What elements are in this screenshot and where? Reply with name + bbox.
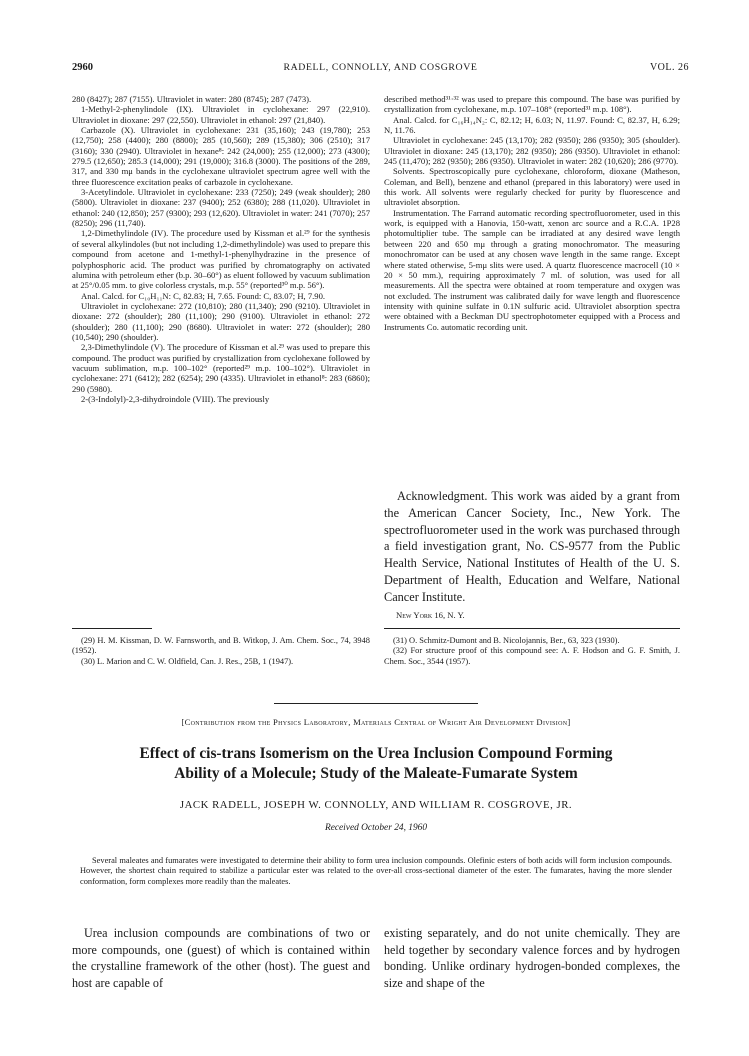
paragraph: 2-(3-Indolyl)-2,3-dihydroindole (VIII). The previously [81,393,270,404]
right-column [384,94,680,332]
received-date: Received October 24, 1960 [324,823,428,833]
paragraph: 3-Acetylindole. Ultraviolet in cyclohexane: 233 (7250); 249 (weak shoulder); 280 (5800). Ultraviolet in dioxane: 237 (9400); 252 (6380); 288 (11,020). Ultraviolet in ethanol: 240 (12,850); 257 (9300); 293 (12,620). Ultraviolet in water: 241 (7070); 257 (8250); 296 (11,740). [72,187,370,229]
body-text-right: existing separately, and do not unite chemically. They are held together by secondary valence forces and by hydrogen bonding. Unlike ordinary hydrogen-bonded complexes, the size and shape of the [384,926,680,991]
paragraph: 280 (8427); 287 (7155). Ultraviolet in water: 280 (8745); 287 (7473). [72,94,312,104]
footnotes-left [72,636,370,667]
footnote: (29) H. M. Kissman, D. W. Farnsworth, and B. Witkop, J. Am. Chem. Soc., 74, 3948 (1952). [72,636,370,656]
abstract: Several maleates and fumarates were investigated to determine their ability to form urea inclusion compounds. Olefinic esters of both acids will form inclusion compounds. However, the shortest chain required to stabilize a particular ester was related to the over-all cross-sectional diameter of the ester. The fumarates, having the more slender conformation, form complexes more readily than the maleates. [80,856,672,886]
title-line: Ability of a Molecule; Study of the Maleate-Fumarate System [174,765,578,782]
section-divider [274,703,478,704]
paragraph: 2,3-Dimethylindole (V). The procedure of Kissman et al.²⁹ was used to prepare this compound. The product was purified by crystallization from cyclohexane followed by vacuum sublimation, m.p. 100–102° (reported²⁹ m.p. 100–102°). Ultraviolet in cyclohexane: 271 (6412); 282 (6254); 290 (4335). Ultraviolet in ethanol⁸: 283 (6860); 290 (5980). [72,342,370,394]
paragraph: Anal. Calcd. for C₁₀H₁₁N: C, 82.83; H, 7.65. Found: C, 83.07; H, 7.90. [81,290,326,301]
page-number: 2960 [72,62,93,73]
acknowledgment: Acknowledgment. This work was aided by a grant from the American Cancer Society, Inc., New York. The spectrofluorometer used in the work was purchased through a field investigation grant, No. CS-9577 from the Public Health Service, National Institutes of Health of the U. S. Department of Health, Education and Welfare, National Cancer Institute. [384,489,680,604]
paragraph: Ultraviolet in cyclohexane: 272 (10,810); 280 (11,340); 290 (9210). Ultraviolet in dioxane: 272 (shoulder); 280 (11,100); 290 (9100). Ultraviolet in ethanol: 272 (shoulder); 280 (11,100); 290 (8680). Ultraviolet in water: 272 (shoulder); 280 (10,540); 290 (shoulder). [72,300,370,342]
title-line: Effect of cis-trans Isomerism on the Urea Inclusion Compound Forming [139,745,613,762]
footnotes-right [384,636,680,667]
paragraph: Anal. Calcd. for C₁₆H₁₄N₂: C, 82.12; H, 6.03; N, 11.97. Found: C, 82.37, H, 6.29; N, 11.76. [384,114,680,136]
footnote: (31) O. Schmitz-Dumont and B. Nicolojannis, Ber., 63, 323 (1930). [393,636,620,645]
paragraph: described method³¹·³² was used to prepare this compound. The base was purified by crystallization from cyclohexane, m.p. 107–108° (reported³¹ m.p. 108°). [384,94,680,115]
contribution-line: [Contribution from the Physics Laboratory, Materials Central of Wright Air Development Division] [181,717,571,727]
body-text-left: Urea inclusion compounds are combinations of two or more compounds, one (guest) of which is contained within the crystalline framework of the other (host). The guest and host are capable of [72,926,370,991]
running-head: RADELL, CONNOLLY, AND COSGROVE [283,62,478,73]
paragraph: 1,2-Dimethylindole (IV). The procedure used by Kissman et al.²⁹ for the synthesis of several alkylindoles (but not including 1,2-dimethylindole) was used to prepare this compound from acetone and 1-methyl-1-phenylhydrazine in the presence of polyphosphoric acid. The product was purified by chromatography on activated alumina with petroleum ether (b.p. 30–60°) as eluent followed by vacuum sublimation at 25°/0.05 mm. to give colorless crystals, m.p. 55° (reported³⁰ m.p. 56°). [72,228,370,291]
paragraph: 1-Methyl-2-phenylindole (IX). Ultraviolet in cyclohexane: 297 (22,910). Ultraviolet in dioxane: 297 (22,550). Ultraviolet in ethanol: 297 (21,840). [72,104,370,125]
paragraph: Carbazole (X). Ultraviolet in cyclohexane: 231 (35,160); 243 (19,780); 253 (12,750); 258 (4400); 280 (8800); 285 (10,560); 289 (15,380); 306 (2510); 317 (3160); 330 (2940). Ultraviolet in hexane⁸: 242 (24,000); 255 (12,000); 273 (4300); 279.5 (12,650); 285.3 (14,000); 291 (19,000); 316.8 (3000). The positions of the 289, 317, and 330 mμ bands in the cyclohexane ultraviolet spectrum agree well with the three fluorescence excitation peaks of carbazole in cyclohexane. [72,125,370,187]
left-column [72,94,370,404]
footnote-rule [384,628,680,629]
article-title [72,744,680,784]
location-line: New York 16, N. Y. [396,610,465,620]
volume-label: VOL. 26 [649,62,689,73]
author-byline: JACK RADELL, JOSEPH W. CONNOLLY, AND WILLIAM R. COSGROVE, JR. [179,799,573,811]
paragraph: Instrumentation. The Farrand automatic recording spectrofluorometer, used in this work, is equipped with a Hanovia, 150-watt, xenon arc source and a R.C.A. 1P28 photomultiplier tube. The sample can be irradiated at any desired wave length between 220 and 650 mμ through a grating monochromator. The measuring monochromator can be used at any chosen wave length in the same range. Except where stated otherwise, 5-mμ slits were used. A quartz fluorescence macrocell (10 × 20 × 50 mm.), requiring approximately 7 ml. of solution, was used for all measurements. All the spectra were obtained at room temperature and oxygen was not excluded. The instrument was calibrated daily for wave length and fluorescence intensity with quinine sulfate in 0.1N sulfuric acid. Ultraviolet absorption spectra were obtained with a Beckman DU spectrophotometer equipped with a Process and Instruments Co. automatic recording unit. [384,207,680,332]
footnote-rule [72,628,152,629]
paragraph: Solvents. Spectroscopically pure cyclohexane, chloroform, dioxane (Matheson, Coleman, and Bell), benzene and ethanol (prepared in this laboratory) were used in this work. All solvents were regularly checked for purity by fluorescence and ultraviolet absorption. [384,166,680,208]
footnote: (32) For structure proof of this compound see: A. F. Hodson and G. F. Smith, J. Chem. Soc., 3544 (1957). [384,646,680,666]
footnote: (30) L. Marion and C. W. Oldfield, Can. J. Res., 25B, 1 (1947). [81,656,294,666]
paragraph: Ultraviolet in cyclohexane: 245 (13,170); 282 (9350); 286 (9350); 305 (shoulder). Ultraviolet in dioxane: 245 (13,170); 282 (9350); 286 (9350). Ultraviolet in ethanol: 245 (11,470); 282 (9350); 286 (9350). Ultraviolet in water: 282 (10,620); 286 (9770). [384,135,680,167]
running-header [72,62,689,76]
